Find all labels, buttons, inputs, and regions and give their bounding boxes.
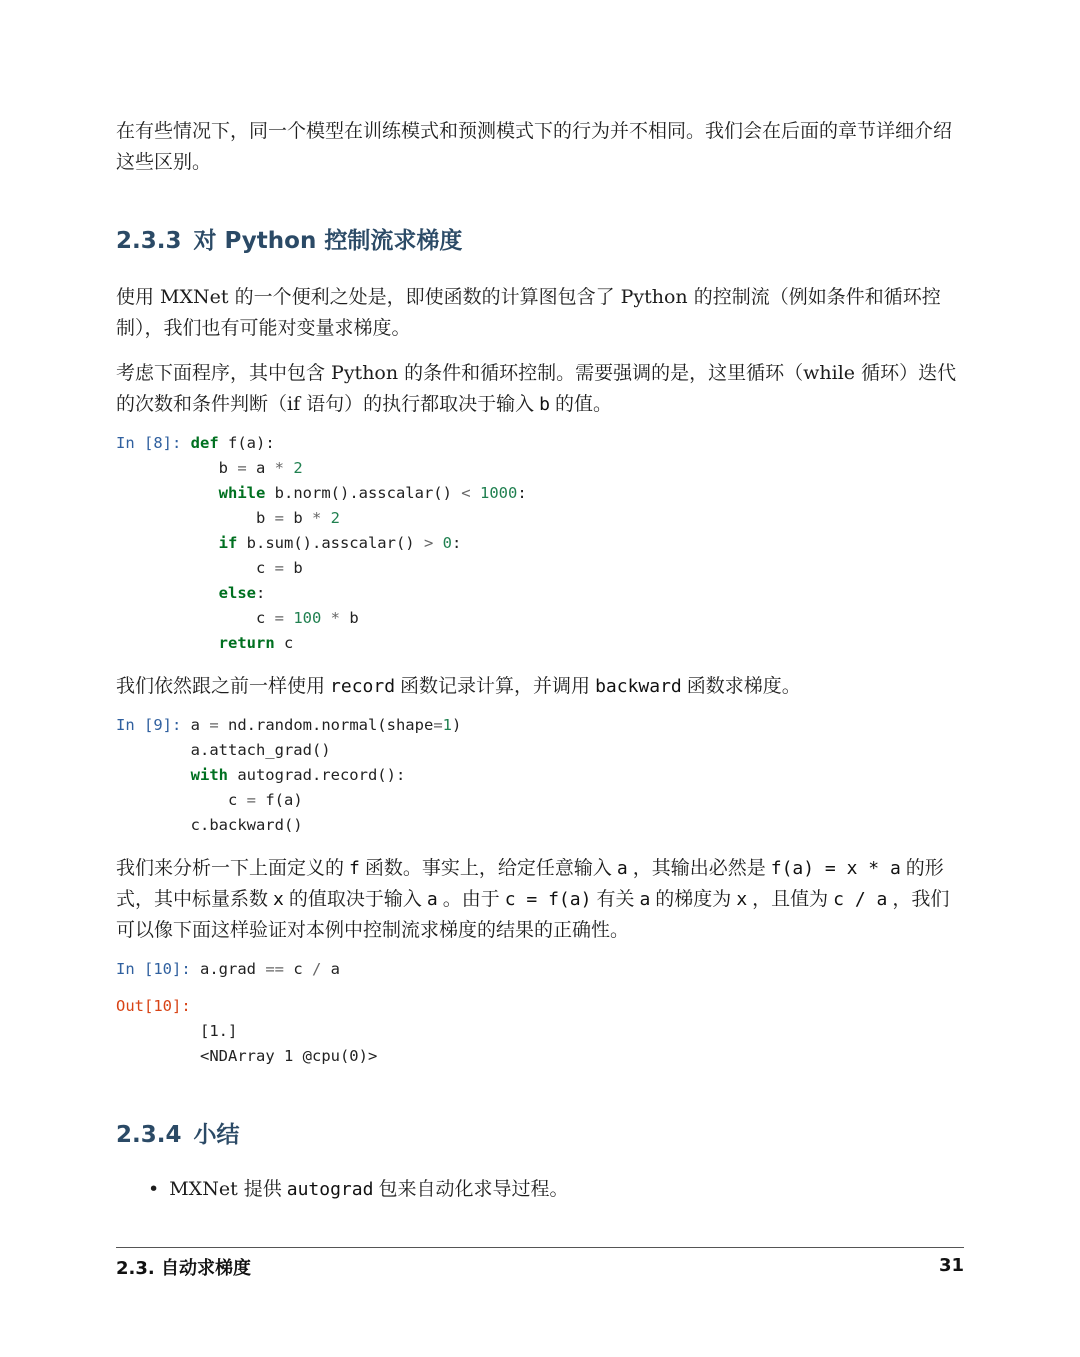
gradient-analysis-paragraph: 我们来分析一下上面定义的 f 函数。事实上，给定任意输入 a ，其输出必然是 f(a) = x * a 的形式，其中标量系数 x 的值取决于输入 a 。由于 c = f(a) 有关 a 的梯度为 x ，且值为 c / a ，我们可以像下面这样验证对本例中控制流求梯度的结果的正确性。 (116, 857, 950, 941)
inline-code: c / a (833, 889, 888, 910)
inline-code: b (539, 394, 550, 415)
summary-bullet-item: • MXNet 提供 autograd 包来自动化求导过程。 (148, 1178, 569, 1200)
inline-code: x (273, 889, 284, 910)
inline-code: c = f(a) (504, 889, 592, 910)
mxnet-control-flow-paragraph: 使用 MXNet 的一个便利之处是，即使函数的计算图包含了 Python 的控制流（例如条件和循环控制），我们也有可能对变量求梯度。 (116, 286, 941, 339)
cell-prompt: In [8]: (116, 434, 182, 452)
inline-code: record (330, 676, 396, 697)
inline-code: autograd (286, 1179, 374, 1200)
section-heading-2-3-4: 2.3.4 小结 (116, 1122, 240, 1148)
output-cell-out-10 (116, 994, 377, 1069)
output-value: [1.] (200, 1022, 238, 1040)
inline-code: a (426, 889, 438, 910)
code-cell-in-8: In [8]: def f(a): b = a * 2 while b.norm().asscalar() < 1000: b = b * 2 if b.sum().asscalar() > 0: c = b else: c = 100 * b return c (116, 434, 527, 652)
cell-prompt: In [10]: (116, 960, 191, 978)
footer-section-title: 2.3. 自动求梯度 (116, 1258, 251, 1279)
inline-code: f(a) = x * a (770, 858, 901, 879)
footer-divider (116, 1247, 964, 1248)
inline-code: f (349, 858, 360, 879)
record-backward-paragraph: 我们依然跟之前一样使用 record 函数记录计算，并调用 backward 函数求梯度。 (116, 675, 801, 697)
code-cell-in-9: In [9]: a = nd.random.normal(shape=1) a.attach_grad() with autograd.record(): c = f(a) c.backward() (116, 716, 462, 834)
inline-code: a (639, 889, 651, 910)
inline-code: a (616, 858, 628, 879)
program-description-paragraph: 考虑下面程序，其中包含 Python 的条件和循环控制。需要强调的是，这里循环（while 循环）迭代的次数和条件判断（if 语句）的执行都取决于输入 b 的值。 (116, 362, 957, 415)
output-type: <NDArray 1 @cpu(0)> (200, 1047, 378, 1065)
page-number: 31 (938, 1255, 964, 1276)
intro-paragraph: 在有些情况下，同一个模型在训练模式和预测模式下的行为并不相同。我们会在后面的章节详细介绍这些区别。 (116, 120, 953, 173)
bullet-icon: • (148, 1178, 160, 1200)
cell-prompt: In [9]: (116, 716, 182, 734)
inline-code: backward (595, 676, 682, 697)
inline-code: x (736, 889, 748, 910)
section-heading-2-3-3: 2.3.3 对 Python 控制流求梯度 (116, 228, 463, 254)
code-cell-in-10: In [10]: a.grad == c / a (116, 960, 340, 978)
output-prompt: Out[10]: (116, 997, 191, 1015)
